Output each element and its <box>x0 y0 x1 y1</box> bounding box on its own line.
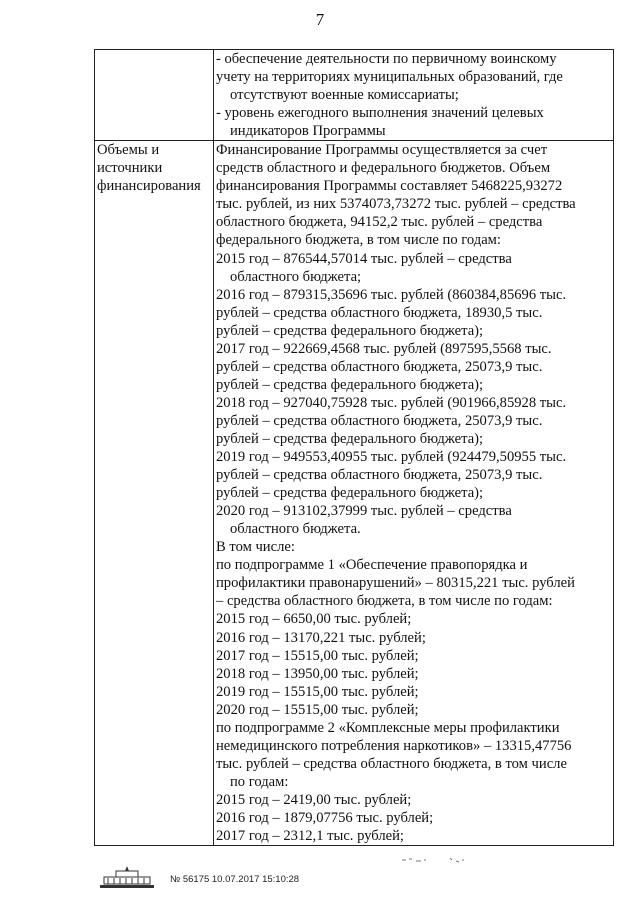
table-row <box>95 50 614 141</box>
text-line: 2015 год – 6650,00 тыс. рублей; <box>216 611 412 628</box>
text-line: рублей – средства областного бюджета, 25073,9 тыс. <box>216 412 543 429</box>
scan-marks <box>400 855 470 867</box>
emblem-stamp-icon <box>98 864 156 890</box>
text-line: 2017 год – 2312,1 тыс. рублей; <box>216 828 404 845</box>
page-number: 7 <box>315 10 325 29</box>
text-line: 2016 год – 1879,07756 тыс. рублей; <box>216 809 434 826</box>
text-line: рублей – средства федерального бюджета); <box>216 485 484 502</box>
text-line: федерального бюджета, в том числе по годам: <box>216 232 501 249</box>
text-line: рублей – средства областного бюджета, 25073,9 тыс. <box>216 358 543 375</box>
text-line: 2019 год – 15515,00 тыс. рублей; <box>216 683 419 700</box>
scan-noise-icon <box>400 855 470 865</box>
text-line: рублей – средства федерального бюджета); <box>216 322 484 339</box>
text-line: рублей – средства областного бюджета, 18930,5 тыс. <box>216 304 543 321</box>
text-line: Финансирование Программы осуществляется за счет <box>216 142 548 159</box>
text-line: тыс. рублей – средства областного бюджета, в том числе <box>216 755 567 772</box>
text-line: - обеспечение деятельности по первичному воинскому <box>216 51 557 67</box>
text-line: по подпрограмме 2 «Комплексные меры профилактики <box>216 719 560 736</box>
program-passport-table <box>94 49 614 846</box>
text-line: 2018 год – 13950,00 тыс. рублей; <box>216 665 419 682</box>
text-line: рублей – средства федерального бюджета); <box>216 430 484 447</box>
text-line: учету на территориях муниципальных образований, где <box>216 69 563 86</box>
row-label-line: финансирования <box>97 178 201 195</box>
text-line: – средства областного бюджета, в том числе по годам: <box>216 593 553 610</box>
text-line: профилактики правонарушений» – 80315,221 тыс. рублей <box>216 575 575 592</box>
text-line: 2020 год – 15515,00 тыс. рублей; <box>216 701 419 718</box>
text-line: 2016 год – 13170,221 тыс. рублей; <box>216 629 426 646</box>
row-label-line: источники <box>97 160 163 177</box>
row-label-line: Объемы и <box>97 142 160 159</box>
row-label-cell <box>95 50 214 141</box>
text-line: областного бюджета. <box>230 521 361 538</box>
row-text-cell <box>214 141 614 846</box>
text-line: - уровень ежегодного выполнения значений целевых <box>216 105 544 122</box>
text-line: по подпрограмме 1 «Обеспечение правопорядка и <box>216 557 528 574</box>
registry-stamp: № 56175 10.07.2017 15:10:28 <box>170 874 300 885</box>
row-text-cell <box>214 50 614 141</box>
text-line: финансирования Программы составляет 5468225,93272 <box>216 178 563 195</box>
text-line: 2015 год – 2419,00 тыс. рублей; <box>216 791 412 808</box>
text-line: рублей – средства федерального бюджета); <box>216 376 484 393</box>
document-footer <box>98 864 398 892</box>
text-line: по годам: <box>230 773 289 790</box>
text-line: индикаторов Программы <box>230 123 386 140</box>
text-line: 2018 год – 927040,75928 тыс. рублей (901966,85928 тыс. <box>216 394 567 411</box>
text-line: отсутствуют военные комиссариаты; <box>230 87 459 104</box>
text-line: областного бюджета, 94152,2 тыс. рублей – средства <box>216 214 543 231</box>
text-line: областного бюджета; <box>230 268 362 285</box>
text-line: 2017 год – 15515,00 тыс. рублей; <box>216 647 419 664</box>
table-row <box>95 141 614 846</box>
text-line: немедицинского потребления наркотиков» – 13315,47756 <box>216 737 572 754</box>
text-line: 2015 год – 876544,57014 тыс. рублей – средства <box>216 250 512 267</box>
row-label-cell <box>95 141 214 846</box>
text-line: тыс. рублей, из них 5374073,73272 тыс. рублей – средства <box>216 196 576 213</box>
text-line: 2019 год – 949553,40955 тыс. рублей (924479,50955 тыс. <box>216 449 567 466</box>
text-line: рублей – средства областного бюджета, 25073,9 тыс. <box>216 467 543 484</box>
text-line: средств областного и федерального бюджетов. Объем <box>216 160 551 177</box>
text-line: 2017 год – 922669,4568 тыс. рублей (897595,5568 тыс. <box>216 340 552 357</box>
text-line: 2016 год – 879315,35696 тыс. рублей (860384,85696 тыс. <box>216 286 567 303</box>
text-line: 2020 год – 913102,37999 тыс. рублей – средства <box>216 503 512 520</box>
text-line: В том числе: <box>216 539 295 556</box>
